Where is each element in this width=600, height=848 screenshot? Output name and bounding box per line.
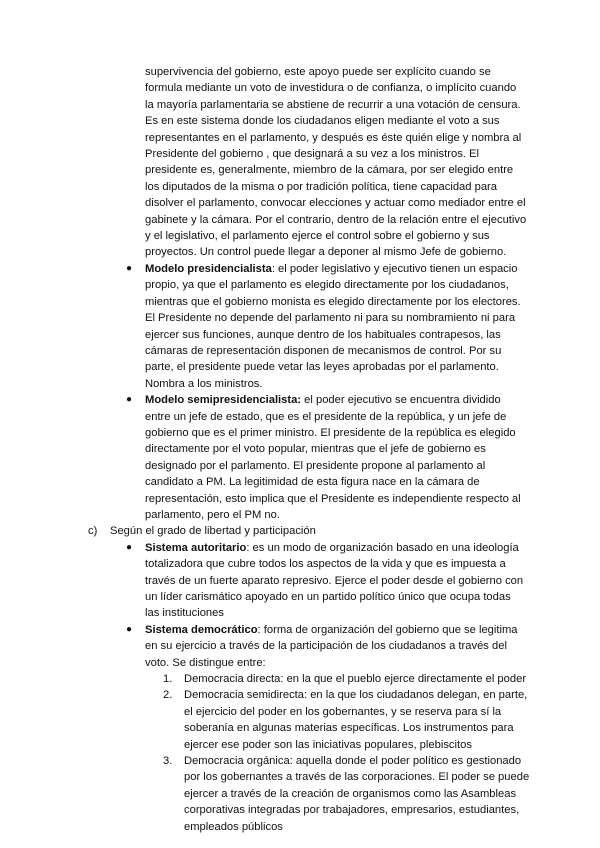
numbered-text: Democracia directa: en la que el pueblo ejerce directamente el poder (184, 673, 527, 686)
numbered-label: 3. (163, 755, 173, 768)
bullet-icon: ● (126, 541, 133, 553)
section-c (88, 523, 530, 539)
term-democratico: Sistema democrático (145, 623, 258, 636)
bullet-semipresidencialista (126, 392, 527, 523)
document-page (0, 64, 600, 835)
text-presidencialista: : el poder legislativo y ejecutivo tienen un espacio propio, ya que el parlamento es elegido directamente por los ciudadanos, mientras que el gobierno monista es elegido directamente por los electores. El Presidente no depende del parlamento ni para su nombramiento ni para ejercer sus funciones, aunque dentro de los habituales contrapesos, las cámaras de representación disponen de mecanismos de control. Por su parte, el presidente puede vetar las leyes aprobadas por el parlamento. Nombra a los ministros. (145, 262, 521, 390)
numbered-text: Democracia orgánica: aquella donde el poder político es gestionado por los gobernantes a través de las corporaciones. El poder se puede ejercer a través de la creación de organismos como las Asambleas corporativas integradas por trabajadores, empresarios, estudiantes, empleados públicos (184, 755, 530, 833)
numbered-item-3 (163, 753, 530, 835)
numbered-label: 1. (163, 673, 173, 686)
bullet-icon: ● (126, 394, 133, 406)
numbered-item-1 (163, 671, 530, 687)
text-democratico: : forma de organización del gobierno que se legitima en su ejercicio a través de la participación de los ciudadanos a través del voto. Se distingue entre: (145, 623, 518, 669)
numbered-item-2 (163, 687, 530, 753)
term-presidencialista: Modelo presidencialista (145, 262, 272, 275)
numbered-text: Democracia semidirecta: en la que los ciudadanos delegan, en parte, el ejercicio del poder en los gobernantes, y se reserva para sí la soberanía en algunas materias específicas. Los instrumentos para ejercer ese poder son las iniciativas populares, plebiscitos (184, 689, 528, 751)
bullet-icon: ● (126, 262, 133, 274)
bullet-icon: ● (126, 623, 133, 635)
bullet-democratico (126, 622, 527, 671)
bullet-presidencialista (126, 261, 527, 392)
bullet-autoritario (126, 540, 527, 622)
parliamentary-continuation: supervivencia del gobierno, este apoyo puede ser explícito cuando se formula mediante un voto de investidura o de confianza, o implícito cuando la mayoría parlamentaria se abstiene de recurrir a una votación de censura. Es en este sistema donde los ciudadanos eligen mediante el voto a sus representantes en el parlamento, y después es éste quién elige y nombra al Presidente del gobierno , que designará a su vez a los ministros. El presidente es, generalmente, miembro de la cámara, por ser elegido entre los diputados de la misma o por tradición política, tiene capacidad para disolver el parlamento, convocar elecciones y actuar como mediador entre el gabinete y la cámara. Por el contrario, dentro de la relación entre el ejecutivo y el legislativo, el parlamento ejerce el control sobre el gobierno y sus proyectos. Un control puede llegar a deponer al mismo Jefe de gobierno. (145, 66, 527, 259)
numbered-label: 2. (163, 689, 173, 702)
text-autoritario: : es un modo de organización basado en una ideología totalizadora que cubre todos los aspectos de la vida y que es impuesta a través de un fuerte aparato represivo. Ejerce el poder desde el gobierno con un líder carismático apoyado en un partido político único que ocupa todas las instituciones (145, 541, 524, 620)
section-c-label: c) (88, 525, 98, 538)
text-semipresidencialista: el poder ejecutivo se encuentra dividido entre un jefe de estado, que es el presidente de la república, y un jefe de gobierno que es el primer ministro. El presidente de la república es elegido directamente por el voto popular, mientras que el jefe de gobierno es designado por el parlamento. El presidente propone al parlamento al candidato a PM. La legitimidad de esta figura nace en la cámara de representación, esto implica que el Presidente es independiente respecto al parlamento, pero el PM no. (145, 394, 521, 521)
term-autoritario: Sistema autoritario (145, 541, 247, 554)
term-semipresidencialista: Modelo semipresidencialista: (145, 394, 302, 407)
section-c-title: Según el grado de libertad y participación (110, 525, 316, 538)
